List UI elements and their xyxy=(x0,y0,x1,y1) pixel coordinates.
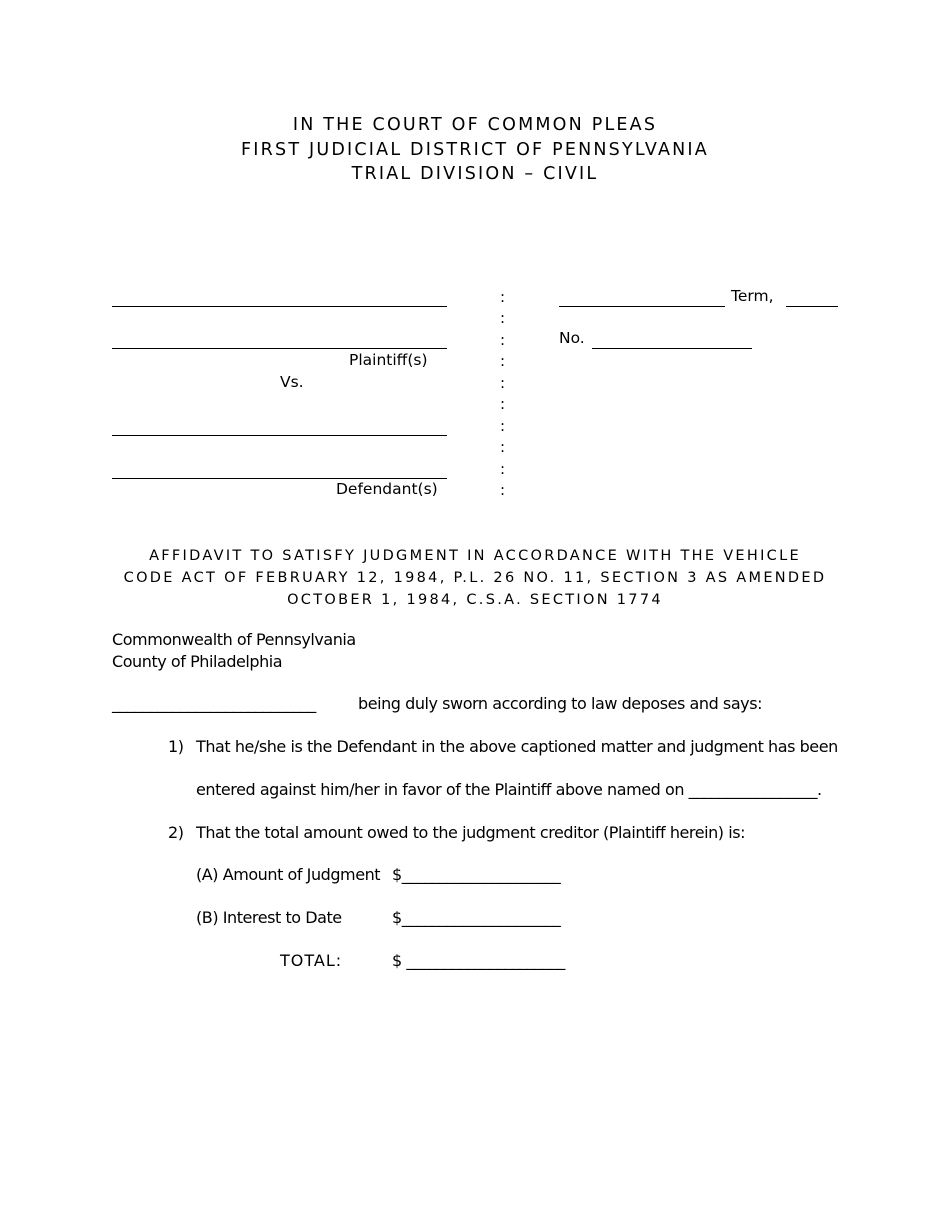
court-header xyxy=(0,113,950,187)
colon-mark: : xyxy=(500,309,506,327)
defendant-label: Defendant(s) xyxy=(336,480,438,498)
colon-mark: : xyxy=(500,481,506,499)
item-1-number: 1) xyxy=(168,737,184,756)
colon-mark: : xyxy=(500,374,506,392)
judicial-district: FIRST JUDICIAL DISTRICT OF PENNSYLVANIA xyxy=(241,139,709,160)
term-label: Term, xyxy=(731,287,774,305)
plaintiff-label: Plaintiff(s) xyxy=(349,351,428,369)
sworn-statement: being duly sworn according to law deposes and says: xyxy=(358,694,763,713)
colon-mark: : xyxy=(500,352,506,370)
affidavit-title xyxy=(0,545,950,611)
colon-mark: : xyxy=(500,460,506,478)
colon-mark: : xyxy=(500,438,506,456)
amount-of-judgment-field[interactable]: $_____________________ xyxy=(392,865,561,884)
venue-commonwealth: Commonwealth of Pennsylvania xyxy=(112,630,356,649)
amount-of-judgment-label: (A) Amount of Judgment xyxy=(196,865,381,884)
affidavit-title-line: AFFIDAVIT TO SATISFY JUDGMENT IN ACCORDANCE WITH THE VEHICLE xyxy=(149,548,801,564)
colon-mark: : xyxy=(500,395,506,413)
item-2-text: That the total amount owed to the judgment creditor (Plaintiff herein) is: xyxy=(196,823,746,842)
item-1-text-continued: entered against him/her in favor of the Plaintiff above named on _________________. xyxy=(196,780,822,799)
interest-to-date-field[interactable]: $_____________________ xyxy=(392,908,561,927)
item-1-text: That he/she is the Defendant in the above captioned matter and judgment has been xyxy=(196,737,838,756)
case-number-line[interactable] xyxy=(592,348,752,349)
number-label: No. xyxy=(559,329,585,347)
trial-division: TRIAL DIVISION – CIVIL xyxy=(351,164,599,184)
colon-mark: : xyxy=(500,417,506,435)
affidavit-title-line: CODE ACT OF FEBRUARY 12, 1984, P.L. 26 NO. 11, SECTION 3 AS AMENDED xyxy=(123,570,827,586)
defendant-name-line-2[interactable] xyxy=(112,478,447,479)
total-amount-field[interactable]: $ _____________________ xyxy=(392,951,565,970)
interest-to-date-label: (B) Interest to Date xyxy=(196,908,342,927)
plaintiff-name-line-2[interactable] xyxy=(112,348,447,349)
affidavit-title-line: OCTOBER 1, 1984, C.S.A. SECTION 1774 xyxy=(287,592,663,608)
term-year-line[interactable] xyxy=(786,306,838,307)
defendant-name-line-1[interactable] xyxy=(112,435,447,436)
colon-mark: : xyxy=(500,331,506,349)
court-name: IN THE COURT OF COMMON PLEAS xyxy=(292,115,658,135)
venue-county: County of Philadelphia xyxy=(112,652,283,671)
total-label: TOTAL: xyxy=(280,951,343,970)
term-field-line[interactable] xyxy=(559,306,725,307)
colon-mark: : xyxy=(500,288,506,306)
vs-label: Vs. xyxy=(280,373,304,391)
deponent-name-blank[interactable]: ___________________________ xyxy=(112,694,316,713)
plaintiff-name-line-1[interactable] xyxy=(112,306,447,307)
item-2-number: 2) xyxy=(168,823,184,842)
